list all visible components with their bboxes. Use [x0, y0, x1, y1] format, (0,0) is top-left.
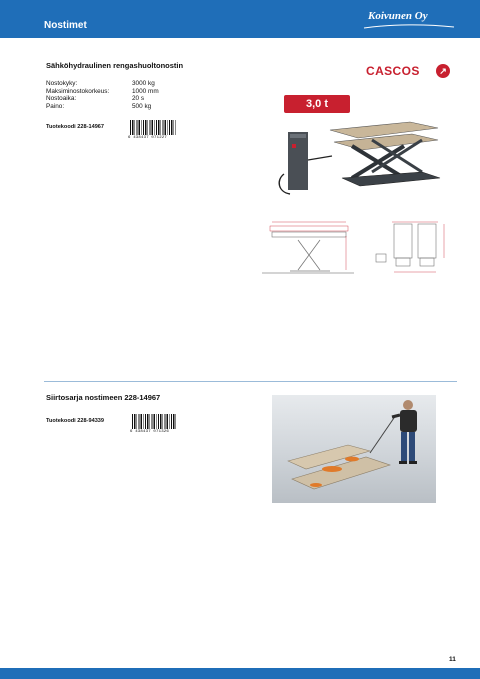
spec-value: 1000 mm [132, 87, 159, 95]
spec-row [46, 80, 159, 88]
product-1-code: Tuotekoodi 228-14967 [46, 124, 105, 130]
spec-row [46, 103, 159, 111]
capacity-badge: 3,0 t [284, 95, 350, 113]
top-view-drawing [372, 218, 452, 276]
footer-bar [0, 668, 480, 679]
product-1-barcode-number: 6 438437 071227 [128, 136, 168, 140]
section-divider [44, 381, 457, 382]
spec-value: 3000 kg [132, 80, 155, 87]
spec-row [46, 88, 159, 96]
spec-label: Nostokyky: [46, 80, 78, 87]
spec-value: 500 kg [132, 102, 152, 110]
product-2-title: Siirtosarja nostimeen 228-14967 [46, 393, 161, 402]
spec-label: Maksiminostokorkeus: [46, 87, 110, 95]
product-2-barcode [132, 414, 176, 429]
scissor-lift-image [272, 100, 448, 204]
logo-swoosh-icon [362, 24, 456, 30]
product-1-specs [46, 80, 159, 110]
company-logo: Koivunen Oy [368, 10, 428, 22]
page-section-title: Nostimet [44, 20, 87, 31]
spec-label: Nostoaika: [46, 95, 77, 103]
product-1-barcode [130, 120, 176, 135]
cascos-logo: CASCOS [366, 64, 420, 78]
side-view-drawing [262, 218, 354, 276]
spec-value: 20 s [132, 95, 145, 103]
page-number: 11 [449, 656, 456, 663]
cascos-mark-icon: ↗ [436, 64, 450, 78]
spec-label: Paino: [46, 102, 65, 110]
product-2-code: Tuotekoodi 228-94339 [46, 418, 105, 424]
spec-row [46, 95, 159, 103]
product-1-title: Sähköhydraulinen rengashuoltonostin [46, 61, 184, 70]
transport-kit-photo [272, 395, 436, 503]
product-2-barcode-number: 6 438437 071326 [130, 430, 170, 434]
